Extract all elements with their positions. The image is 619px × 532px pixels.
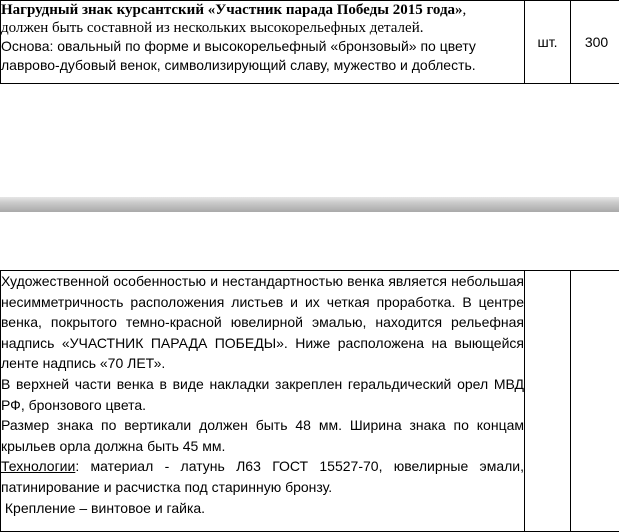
table-row	[1, 1, 619, 84]
tech-text: : материал - латунь Л63 ГОСТ 15527-70, ювелирные эмали, патинирование и расчистка под старинную бронзу.	[1, 458, 524, 495]
table-row	[1, 271, 619, 532]
description-paragraph-2: В верхней части венка в виде накладки закреплен геральдический орел МВД РФ, бронзового цвета.	[1, 374, 524, 415]
description-paragraph-5: Крепление – винтовое и гайка.	[1, 498, 524, 519]
page-gap	[0, 84, 619, 214]
item-description-cell	[1, 1, 525, 84]
item-title-line	[1, 1, 524, 19]
item-title: Нагрудный знак курсантский «Участник парада Победы 2015 года»	[1, 2, 463, 18]
item-title-comma: ,	[463, 2, 467, 18]
continued-description-cell	[1, 271, 525, 532]
spec-table-continued	[0, 270, 619, 532]
quantity-cell-empty	[571, 271, 619, 532]
unit-cell-empty	[525, 271, 571, 532]
description-paragraph-1: Художественной особенностью и нестандартностью венка является небольшая несимметричность расположения листьев и их четкая проработка. В центре венка, покрытого темно-красной ювелирной эмалью, находится рельефная надпись «УЧАСТНИК ПАРАДА ПОБЕДЫ». Ниже расположена на выющейся ленте надпись «70 ЛЕТ».	[1, 271, 524, 374]
unit-cell: шт.	[525, 1, 571, 84]
spec-table-top	[0, 0, 619, 84]
item-line-3: Основа: овальный по форме и высокорельефный «бронзовый» по цвету	[1, 37, 524, 56]
page-separator	[0, 197, 619, 212]
item-line-2: должен быть составной из нескольких высокорельефных деталей.	[1, 19, 524, 37]
description-paragraph-3: Размер знака по вертикали должен быть 48 мм. Ширина знака по концам крыльев орла должна быть 45 мм.	[1, 415, 524, 456]
tech-label: Технологии	[1, 458, 75, 474]
item-line-4: лаврово-дубовый венок, символизирующий славу, мужество и доблесть.	[1, 56, 524, 75]
description-paragraph-tech	[1, 456, 524, 497]
quantity-cell: 300	[571, 1, 619, 84]
